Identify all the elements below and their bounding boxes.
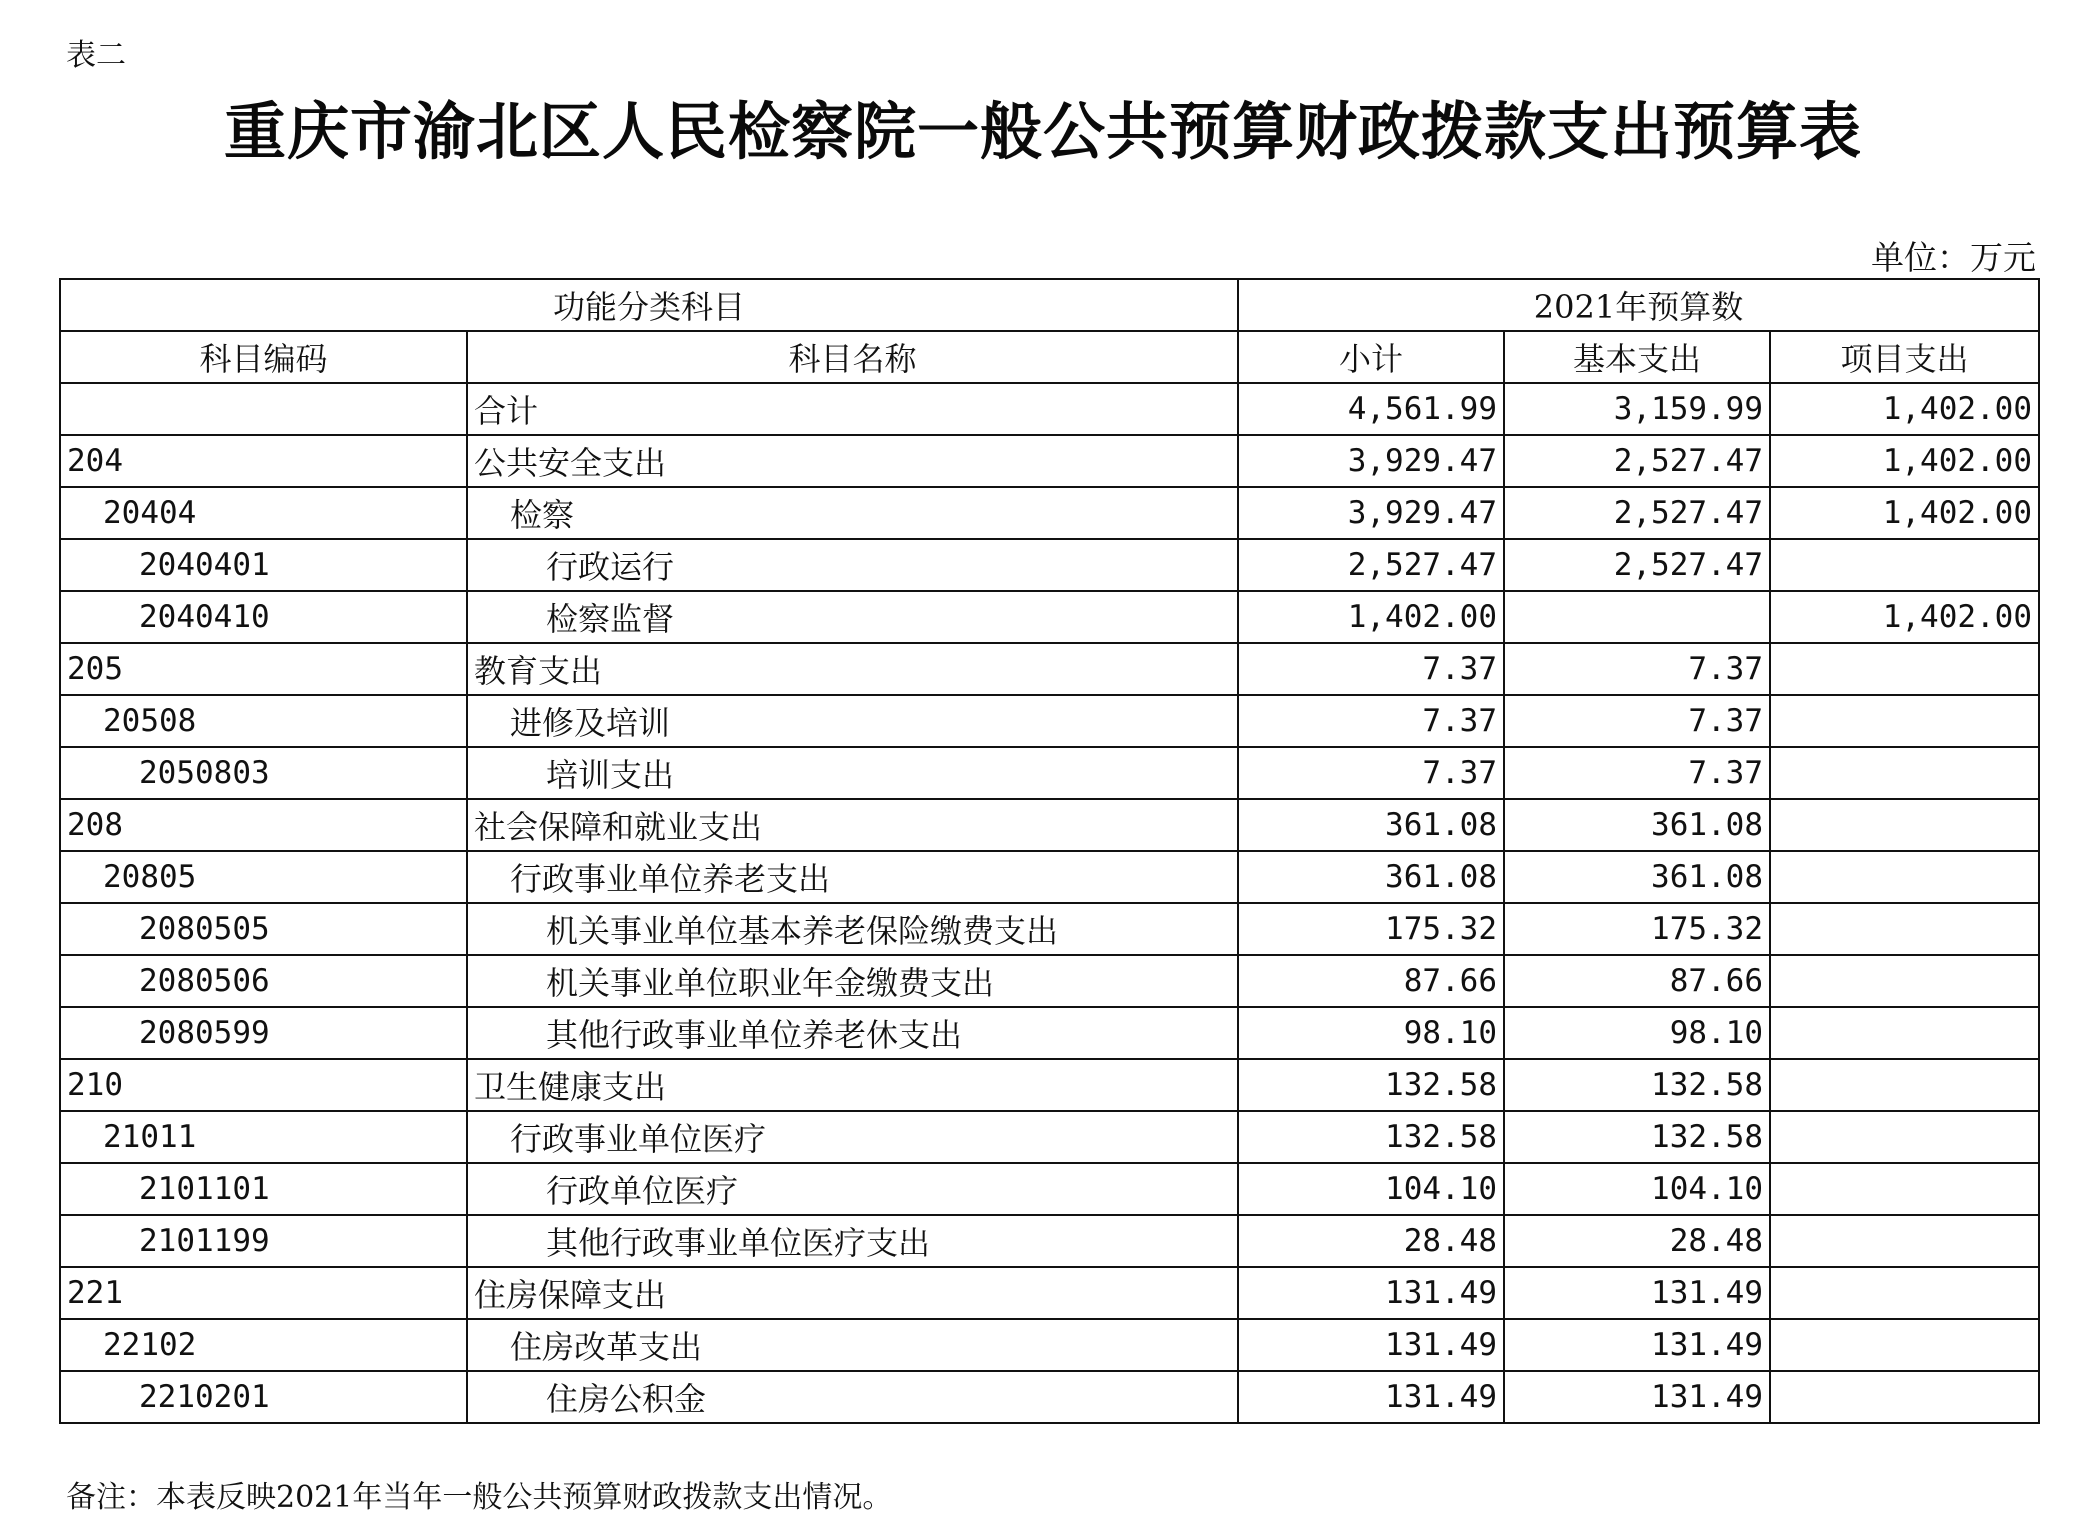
cell-project xyxy=(1770,1007,2039,1059)
cell-project: 1,402.00 xyxy=(1770,435,2039,487)
unit-label: 单位：万元 xyxy=(1871,238,2036,277)
page-title: 重庆市渝北区人民检察院一般公共预算财政拨款支出预算表 xyxy=(223,95,1862,168)
cell-basic: 7.37 xyxy=(1504,747,1770,799)
cell-subtotal: 131.49 xyxy=(1238,1267,1504,1319)
table-row xyxy=(60,1059,2039,1111)
cell-subtotal: 7.37 xyxy=(1238,747,1504,799)
cell-basic: 7.37 xyxy=(1504,695,1770,747)
cell-project xyxy=(1770,799,2039,851)
cell-basic: 28.48 xyxy=(1504,1215,1770,1267)
cell-code: 2050803 xyxy=(60,747,467,799)
cell-project xyxy=(1770,955,2039,1007)
cell-basic: 104.10 xyxy=(1504,1163,1770,1215)
cell-basic: 2,527.47 xyxy=(1504,539,1770,591)
cell-subtotal: 2,527.47 xyxy=(1238,539,1504,591)
header-function-classification: 功能分类科目 xyxy=(60,279,1238,331)
table-row xyxy=(60,487,2039,539)
cell-code: 2080506 xyxy=(60,955,467,1007)
cell-basic: 131.49 xyxy=(1504,1267,1770,1319)
cell-basic: 87.66 xyxy=(1504,955,1770,1007)
header-column-row xyxy=(60,331,2039,383)
cell-name: 机关事业单位职业年金缴费支出 xyxy=(467,955,1238,1007)
cell-basic: 132.58 xyxy=(1504,1059,1770,1111)
table-row xyxy=(60,1007,2039,1059)
budget-table xyxy=(59,278,2040,1424)
cell-project xyxy=(1770,1215,2039,1267)
cell-basic: 3,159.99 xyxy=(1504,383,1770,435)
cell-project xyxy=(1770,1319,2039,1371)
cell-project xyxy=(1770,851,2039,903)
cell-project xyxy=(1770,1059,2039,1111)
table-row xyxy=(60,539,2039,591)
cell-code: 21011 xyxy=(60,1111,467,1163)
cell-name: 行政单位医疗 xyxy=(467,1163,1238,1215)
cell-subtotal: 98.10 xyxy=(1238,1007,1504,1059)
cell-basic: 131.49 xyxy=(1504,1371,1770,1423)
cell-subtotal: 131.49 xyxy=(1238,1371,1504,1423)
cell-project xyxy=(1770,643,2039,695)
cell-project: 1,402.00 xyxy=(1770,487,2039,539)
cell-subtotal: 132.58 xyxy=(1238,1059,1504,1111)
cell-name: 行政事业单位养老支出 xyxy=(467,851,1238,903)
cell-subtotal: 1,402.00 xyxy=(1238,591,1504,643)
cell-subtotal: 132.58 xyxy=(1238,1111,1504,1163)
cell-code: 2101101 xyxy=(60,1163,467,1215)
header-subtotal: 小计 xyxy=(1238,331,1504,383)
header-group-row xyxy=(60,279,2039,331)
table-row xyxy=(60,435,2039,487)
cell-code: 2080505 xyxy=(60,903,467,955)
cell-subtotal: 131.49 xyxy=(1238,1319,1504,1371)
cell-name: 行政运行 xyxy=(467,539,1238,591)
cell-subtotal: 7.37 xyxy=(1238,643,1504,695)
cell-project xyxy=(1770,1371,2039,1423)
cell-subtotal: 7.37 xyxy=(1238,695,1504,747)
cell-project xyxy=(1770,747,2039,799)
cell-code: 2101199 xyxy=(60,1215,467,1267)
header-name: 科目名称 xyxy=(467,331,1238,383)
cell-project xyxy=(1770,539,2039,591)
cell-code: 221 xyxy=(60,1267,467,1319)
cell-subtotal: 104.10 xyxy=(1238,1163,1504,1215)
cell-basic: 131.49 xyxy=(1504,1319,1770,1371)
table-row xyxy=(60,1371,2039,1423)
cell-project xyxy=(1770,695,2039,747)
cell-code: 210 xyxy=(60,1059,467,1111)
document-label: 表二 xyxy=(66,38,126,73)
cell-basic: 7.37 xyxy=(1504,643,1770,695)
cell-code: 22102 xyxy=(60,1319,467,1371)
cell-name: 合计 xyxy=(467,383,1238,435)
table-row xyxy=(60,955,2039,1007)
table-row xyxy=(60,747,2039,799)
cell-code: 20404 xyxy=(60,487,467,539)
cell-name: 培训支出 xyxy=(467,747,1238,799)
cell-subtotal: 4,561.99 xyxy=(1238,383,1504,435)
cell-basic: 98.10 xyxy=(1504,1007,1770,1059)
cell-basic: 2,527.47 xyxy=(1504,487,1770,539)
table-row xyxy=(60,1111,2039,1163)
cell-code: 2040410 xyxy=(60,591,467,643)
table-row xyxy=(60,1267,2039,1319)
cell-basic: 361.08 xyxy=(1504,799,1770,851)
header-project: 项目支出 xyxy=(1770,331,2039,383)
table-row xyxy=(60,383,2039,435)
cell-subtotal: 361.08 xyxy=(1238,799,1504,851)
cell-name: 卫生健康支出 xyxy=(467,1059,1238,1111)
cell-name: 社会保障和就业支出 xyxy=(467,799,1238,851)
cell-basic: 175.32 xyxy=(1504,903,1770,955)
cell-name: 行政事业单位医疗 xyxy=(467,1111,1238,1163)
table-row xyxy=(60,643,2039,695)
cell-code: 2210201 xyxy=(60,1371,467,1423)
cell-project xyxy=(1770,1163,2039,1215)
cell-name: 进修及培训 xyxy=(467,695,1238,747)
cell-code xyxy=(60,383,467,435)
table-row xyxy=(60,851,2039,903)
table-row xyxy=(60,1319,2039,1371)
cell-project: 1,402.00 xyxy=(1770,383,2039,435)
table-row xyxy=(60,1215,2039,1267)
cell-subtotal: 28.48 xyxy=(1238,1215,1504,1267)
cell-subtotal: 87.66 xyxy=(1238,955,1504,1007)
cell-basic xyxy=(1504,591,1770,643)
cell-code: 2040401 xyxy=(60,539,467,591)
cell-project xyxy=(1770,1111,2039,1163)
table-row xyxy=(60,903,2039,955)
cell-code: 208 xyxy=(60,799,467,851)
cell-name: 住房保障支出 xyxy=(467,1267,1238,1319)
table-row xyxy=(60,695,2039,747)
header-budget-2021: 2021年预算数 xyxy=(1238,279,2039,331)
cell-name: 公共安全支出 xyxy=(467,435,1238,487)
footnote: 备注：本表反映2021年当年一般公共预算财政拨款支出情况。 xyxy=(66,1480,893,1515)
cell-code: 205 xyxy=(60,643,467,695)
cell-name: 教育支出 xyxy=(467,643,1238,695)
cell-name: 检察 xyxy=(467,487,1238,539)
cell-basic: 361.08 xyxy=(1504,851,1770,903)
cell-basic: 132.58 xyxy=(1504,1111,1770,1163)
budget-table-body xyxy=(60,383,2039,1423)
cell-subtotal: 3,929.47 xyxy=(1238,435,1504,487)
cell-name: 其他行政事业单位医疗支出 xyxy=(467,1215,1238,1267)
cell-subtotal: 361.08 xyxy=(1238,851,1504,903)
cell-name: 住房公积金 xyxy=(467,1371,1238,1423)
cell-code: 204 xyxy=(60,435,467,487)
cell-code: 2080599 xyxy=(60,1007,467,1059)
cell-project: 1,402.00 xyxy=(1770,591,2039,643)
cell-name: 检察监督 xyxy=(467,591,1238,643)
cell-code: 20508 xyxy=(60,695,467,747)
table-row xyxy=(60,591,2039,643)
header-basic: 基本支出 xyxy=(1504,331,1770,383)
cell-code: 20805 xyxy=(60,851,467,903)
cell-name: 其他行政事业单位养老休支出 xyxy=(467,1007,1238,1059)
cell-basic: 2,527.47 xyxy=(1504,435,1770,487)
table-row xyxy=(60,1163,2039,1215)
table-row xyxy=(60,799,2039,851)
cell-subtotal: 3,929.47 xyxy=(1238,487,1504,539)
cell-name: 住房改革支出 xyxy=(467,1319,1238,1371)
cell-subtotal: 175.32 xyxy=(1238,903,1504,955)
header-code: 科目编码 xyxy=(60,331,467,383)
cell-project xyxy=(1770,903,2039,955)
cell-project xyxy=(1770,1267,2039,1319)
cell-name: 机关事业单位基本养老保险缴费支出 xyxy=(467,903,1238,955)
